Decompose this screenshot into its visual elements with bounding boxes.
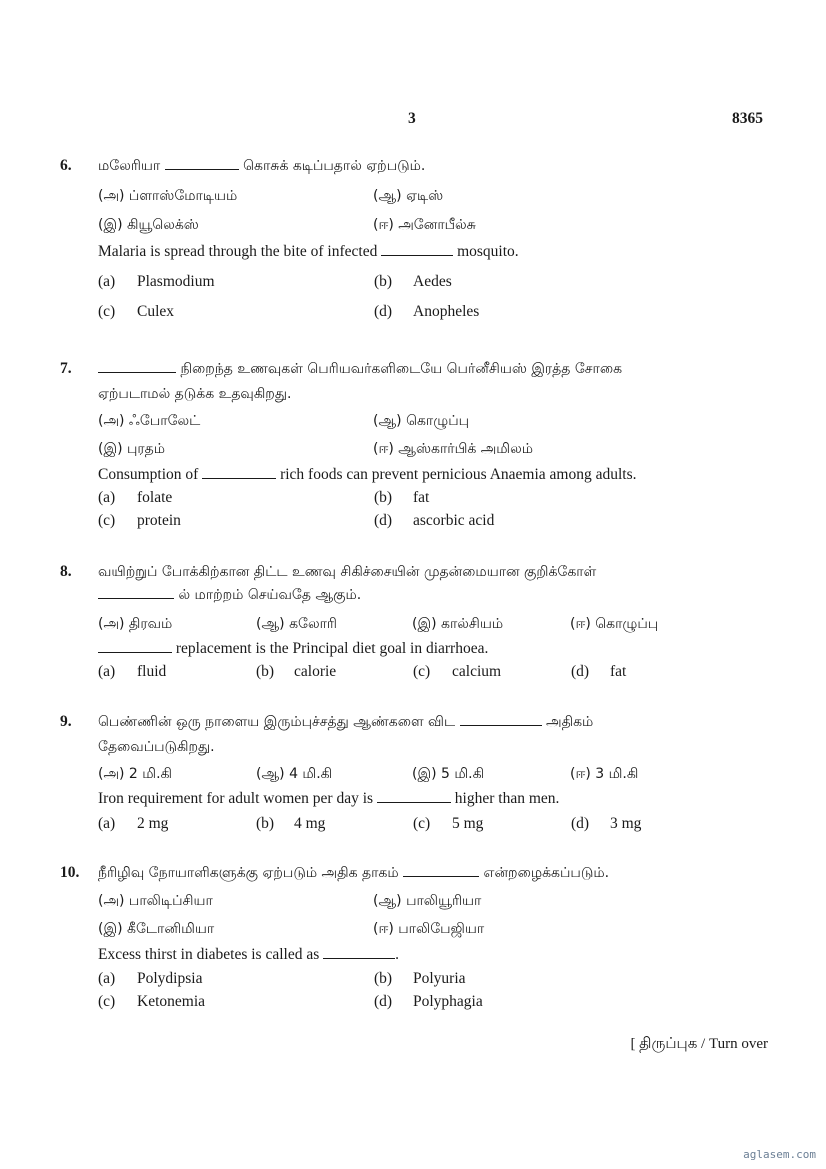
option-letter-d: (d) [571,815,590,832]
option-tamil-b: (ஆ) 4 மி.கி [256,766,333,782]
option-letter-d: (d) [374,303,393,320]
option-letter-a: (a) [98,970,116,987]
option-english-a: Polydipsia [137,970,203,987]
option-letter-c: (c) [98,303,116,320]
paper-code: 8365 [732,110,763,127]
option-tamil-a: (அ) ப்ளாஸ்மோடியம் [98,188,238,204]
option-tamil-a: (அ) 2 மி.கி [98,766,172,782]
option-letter-a: (a) [98,663,116,680]
option-tamil-a: (அ) பாலிடிப்சியா [98,893,213,909]
option-tamil-d: (ஈ) அனோபீல்சு [373,217,476,233]
option-english-d: Polyphagia [413,993,483,1010]
question-number: 6. [60,157,72,174]
option-letter-c: (c) [413,815,431,832]
option-tamil-d: (ஈ) 3 மி.கி [570,766,639,782]
question-tamil: மலேரியா கொசுக் கடிப்பதால் ஏற்படும். [98,158,426,174]
option-letter-b: (b) [374,970,393,987]
option-english-b: Aedes [413,273,452,290]
question-tamil-line-2: ல் மாற்றம் செய்வதே ஆகும். [98,587,361,605]
option-letter-c: (c) [413,663,431,680]
question-english: Iron requirement for adult women per day is higher than men. [98,790,560,807]
option-tamil-b: (ஆ) ஏடிஸ் [373,188,444,204]
option-english-d: 3 mg [610,815,642,832]
option-tamil-d: (ஈ) ஆஸ்கார்பிக் அமிலம் [373,441,533,457]
option-tamil-a: (அ) திரவம் [98,616,173,632]
option-english-b: 4 mg [294,815,326,832]
question-number: 8. [60,563,72,580]
option-letter-d: (d) [571,663,590,680]
option-english-a: fluid [137,663,167,680]
option-letter-d: (d) [374,993,393,1010]
question-number: 10. [60,864,80,881]
option-english-d: ascorbic acid [413,512,495,529]
option-tamil-d: (ஈ) பாலிபேஜியா [373,921,485,937]
question-number: 7. [60,360,72,377]
option-english-c: protein [137,512,181,529]
option-english-d: fat [610,663,627,680]
option-english-b: calorie [294,663,337,680]
turn-over-note: [ திருப்புக / Turn over [630,1036,768,1052]
option-tamil-c: (இ) புரதம் [98,441,166,457]
option-letter-a: (a) [98,273,116,290]
option-english-c: Ketonemia [137,993,206,1010]
option-letter-a: (a) [98,489,116,506]
option-tamil-b: (ஆ) கொழுப்பு [373,413,470,429]
option-english-b: Polyuria [413,970,466,987]
option-english-d: Anopheles [413,303,480,320]
option-tamil-c: (இ) கியூலெக்ஸ் [98,217,199,233]
watermark: aglasem.com [743,1148,816,1161]
option-english-c: calcium [452,663,502,680]
option-tamil-a: (அ) ஃபோலேட் [98,413,201,429]
option-tamil-c: (இ) 5 மி.கி [412,766,485,782]
question-tamil: நீரிழிவு நோயாளிகளுக்கு ஏற்படும் அதிக தாகம் என்றழைக்கப்படும். [98,865,610,881]
option-letter-b: (b) [374,273,393,290]
option-letter-c: (c) [98,993,116,1010]
question-english: Consumption of rich foods can prevent pernicious Anaemia among adults. [98,466,637,483]
option-english-c: 5 mg [452,815,484,832]
question-tamil-line-2: தேவைப்படுகிறது. [98,739,215,755]
option-letter-b: (b) [256,815,275,832]
option-tamil-c: (இ) கால்சியம் [412,616,504,632]
option-english-b: fat [413,489,430,506]
question-tamil-line-1: பெண்ணின் ஒரு நாளைய இரும்புச்சத்து ஆண்களை விட அதிகம் [98,714,594,730]
option-letter-b: (b) [256,663,275,680]
option-tamil-b: (ஆ) பாலியூரியா [373,893,482,909]
option-letter-a: (a) [98,815,116,832]
option-english-c: Culex [137,303,175,320]
question-tamil-line-1: வயிற்றுப் போக்கிற்கான திட்ட உணவு சிகிச்சையின் முதன்மையான குறிக்கோள் [98,564,597,580]
option-tamil-d: (ஈ) கொழுப்பு [570,616,659,632]
option-english-a: 2 mg [137,815,169,832]
option-letter-c: (c) [98,512,116,529]
question-english: replacement is the Principal diet goal in diarrhoea. [98,640,488,658]
page-number: 3 [408,110,416,127]
question-tamil-line-1: நிறைந்த உணவுகள் பெரியவர்களிடையே பெர்னீசியஸ் இரத்த சோகை [98,361,622,379]
question-english: Malaria is spread through the bite of infected mosquito. [98,243,519,260]
option-english-a: Plasmodium [137,273,215,290]
question-tamil-line-2: ஏற்படாமல் தடுக்க உதவுகிறது. [98,386,292,402]
option-english-a: folate [137,489,173,506]
option-letter-b: (b) [374,489,393,506]
question-english: Excess thirst in diabetes is called as . [98,946,399,963]
option-letter-d: (d) [374,512,393,529]
question-number: 9. [60,713,72,730]
option-tamil-c: (இ) கீடோனிமியா [98,921,215,937]
option-tamil-b: (ஆ) கலோரி [256,616,337,632]
